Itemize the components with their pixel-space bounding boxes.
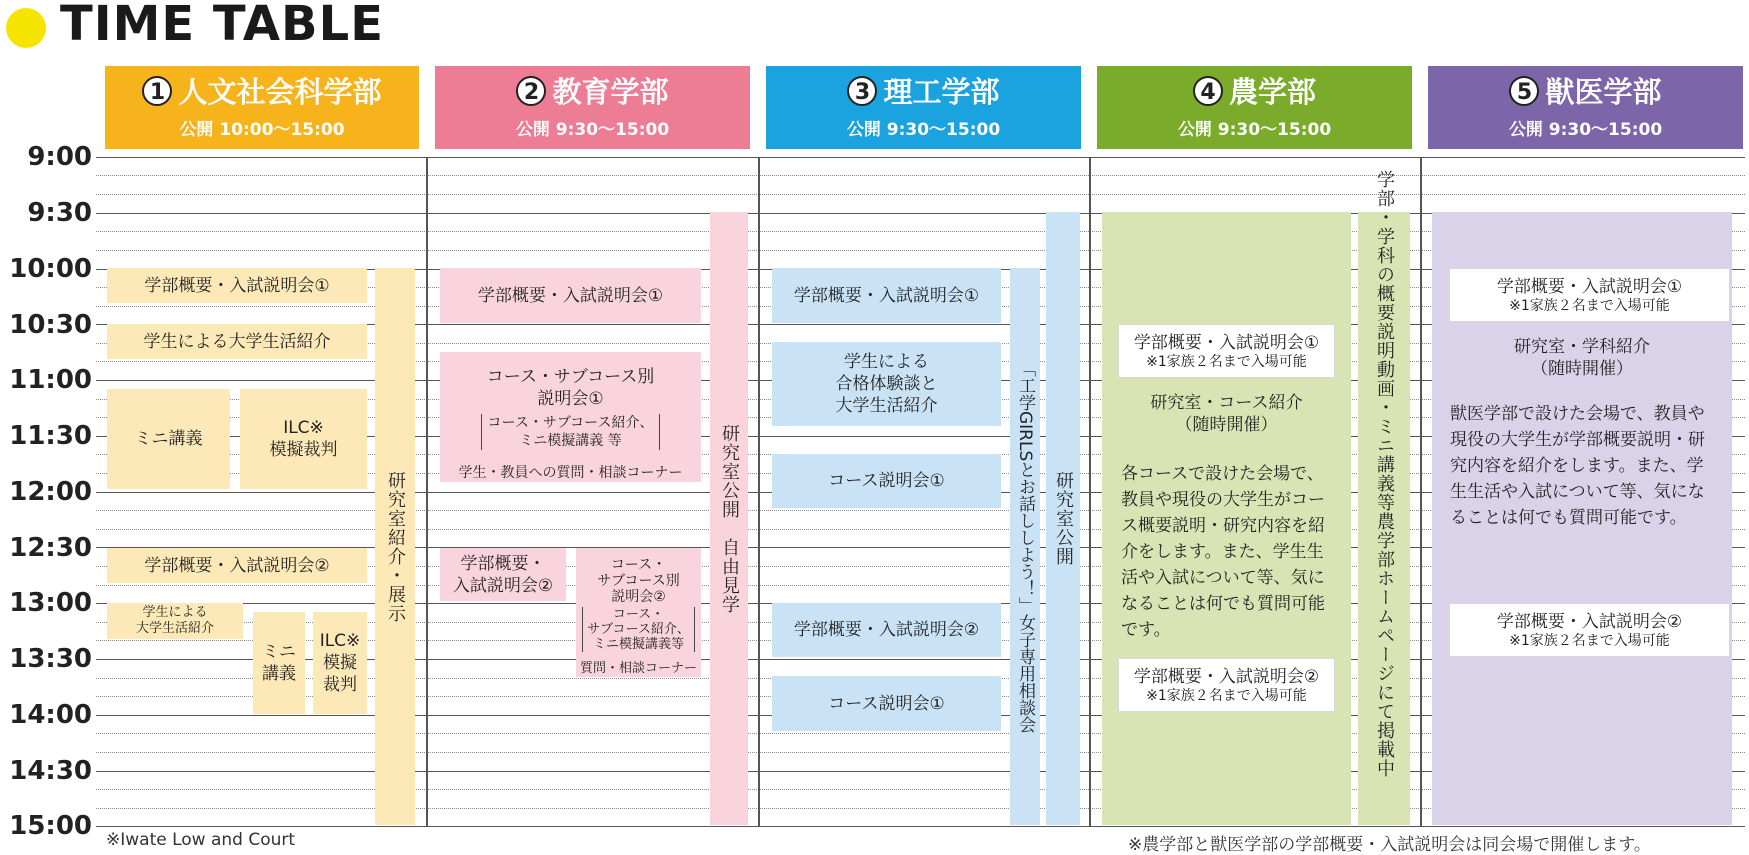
nou-overview-1 bbox=[1118, 324, 1335, 378]
riko-overview-1: 学部概要・入試説明会① bbox=[772, 268, 1001, 323]
jinbun-student-life-2: 学生による 大学生活紹介 bbox=[107, 603, 243, 639]
dept-name: 教育学部 bbox=[552, 75, 669, 109]
juui-overview-1-note: ※1家族２名まで入場可能 bbox=[1509, 298, 1670, 314]
dept-name: 人文社会科学部 bbox=[178, 75, 382, 109]
time-label: 14:30 bbox=[9, 756, 92, 786]
column-divider bbox=[1420, 157, 1422, 827]
kyoiku-qa-corner-2: 質問・相談コーナー bbox=[576, 660, 701, 677]
dept-number: 3 bbox=[847, 76, 877, 106]
nou-overview-2 bbox=[1118, 658, 1335, 712]
juui-overview-2 bbox=[1449, 603, 1730, 657]
jinbun-ilc-mock-trial: ILC※ 模擬裁判 bbox=[240, 389, 367, 489]
grid-line bbox=[96, 175, 1745, 176]
time-label: 9:00 bbox=[27, 142, 92, 172]
column-divider bbox=[758, 157, 760, 827]
dept-header-juui bbox=[1428, 66, 1743, 149]
dept-name: 獣医学部 bbox=[1545, 75, 1662, 109]
kyoiku-overview-2: 学部概要・ 入試説明会② bbox=[440, 548, 566, 601]
footnote-right: ※農学部と獣医学部の学部概要・入試説明会は同会場で開催します。 bbox=[1128, 835, 1651, 855]
juui-overview-2-title: 学部概要・入試説明会② bbox=[1496, 612, 1683, 632]
nou-overview-1-note: ※1家族２名まで入場可能 bbox=[1146, 354, 1307, 370]
kyoiku-course-session-1-title: コース・サブコース別 説明会① bbox=[486, 367, 655, 409]
jinbun-lab-exhibition: 研究室紹介・展示 bbox=[375, 268, 415, 825]
dept-number: 2 bbox=[516, 76, 546, 106]
dept-hours: 公開 9:30～15:00 bbox=[1508, 120, 1663, 140]
nou-video-online-line2: 農学部ホームページにて掲載中 bbox=[1374, 511, 1395, 778]
time-label: 15:00 bbox=[9, 811, 92, 841]
jinbun-ilc-mock-trial-2: ILC※ 模擬 裁判 bbox=[313, 612, 367, 714]
nou-lab-course-desc: 各コースで設けた会場で、教員や現役の大学生がコース概要説明・研究内容を紹介をします。また、学生生活や入試について等、気になることは何でも質問可能です。 bbox=[1121, 464, 1325, 640]
jinbun-overview-2: 学部概要・入試説明会② bbox=[107, 548, 367, 583]
time-label: 12:30 bbox=[9, 533, 92, 563]
column-divider bbox=[1089, 157, 1091, 827]
dept-number: 5 bbox=[1509, 76, 1539, 106]
nou-overview-2-title: 学部概要・入試説明会② bbox=[1133, 667, 1320, 687]
riko-course-session-1: コース説明会① bbox=[772, 454, 1001, 508]
nou-lab-course-title: 研究室・コース紹介 （随時開催） bbox=[1150, 393, 1303, 435]
jinbun-mini-lecture-2: ミニ 講義 bbox=[253, 612, 305, 714]
kyoiku-course-session-1 bbox=[440, 352, 701, 464]
grid-line bbox=[96, 194, 1745, 195]
dept-header-riko bbox=[766, 66, 1081, 149]
time-label: 9:30 bbox=[27, 198, 92, 228]
time-label: 13:00 bbox=[9, 588, 92, 618]
dept-name: 農学部 bbox=[1228, 75, 1316, 109]
dept-hours: 公開 9:30～15:00 bbox=[515, 120, 670, 140]
time-label: 13:30 bbox=[9, 644, 92, 674]
kyoiku-qa-corner: 学生・教員への質問・相談コーナー bbox=[440, 464, 701, 482]
kyoiku-overview-1: 学部概要・入試説明会① bbox=[440, 268, 701, 323]
riko-girls-consultation: 「工学GIRLSとお話ししよう！」女子専用相談会 bbox=[1010, 268, 1040, 825]
riko-student-experience: 学生による 合格体験談と 大学生活紹介 bbox=[772, 342, 1001, 426]
riko-course-session-2: コース説明会① bbox=[772, 676, 1001, 731]
title-dot bbox=[6, 8, 46, 48]
dept-number: 4 bbox=[1193, 76, 1223, 106]
footnote-left: ※Iwate Low and Court bbox=[106, 830, 296, 850]
dept-name: 理工学部 bbox=[883, 75, 1000, 109]
juui-overview-2-note: ※1家族２名まで入場可能 bbox=[1509, 633, 1670, 649]
dept-header-kyoiku bbox=[435, 66, 750, 149]
riko-overview-2: 学部概要・入試説明会② bbox=[772, 603, 1001, 657]
juui-lab-desc: 獣医学部で設けた会場で、教員や現役の大学生が学部概要説明・研究内容を紹介をします。また、学生生活や入試について等、気になることは何でも質問可能です。 bbox=[1450, 404, 1705, 528]
kyoiku-course-session-1-detail: コース・サブコース紹介、 ミニ模擬講義 等 bbox=[481, 414, 661, 450]
time-label: 12:00 bbox=[9, 477, 92, 507]
nou-overview-1-title: 学部概要・入試説明会① bbox=[1133, 333, 1320, 353]
juui-overview-1-title: 学部概要・入試説明会① bbox=[1496, 277, 1683, 297]
nou-overview-2-note: ※1家族２名まで入場可能 bbox=[1146, 688, 1307, 704]
time-label: 10:30 bbox=[9, 310, 92, 340]
dept-header-jinbun bbox=[105, 66, 419, 149]
jinbun-student-life: 学生による大学生活紹介 bbox=[107, 324, 367, 359]
jinbun-mini-lecture: ミニ講義 bbox=[107, 389, 230, 489]
riko-lab-open: 研究室公開 bbox=[1046, 212, 1080, 825]
page-title: TIME TABLE bbox=[60, 0, 384, 52]
grid-line bbox=[96, 157, 1745, 158]
kyoiku-lab-open: 研究室公開 自由見学 bbox=[710, 212, 748, 825]
grid-line bbox=[96, 826, 1745, 827]
dept-hours: 公開 9:30～15:00 bbox=[846, 120, 1001, 140]
time-label: 10:00 bbox=[9, 254, 92, 284]
jinbun-overview-1: 学部概要・入試説明会① bbox=[107, 268, 367, 303]
kyoiku-course-session-2-detail: コース・ サブコース紹介、 ミニ模擬講義等 bbox=[582, 607, 695, 652]
column-divider bbox=[426, 157, 428, 827]
dept-hours: 公開 10:00～15:00 bbox=[179, 120, 345, 140]
time-label: 14:00 bbox=[9, 700, 92, 730]
nou-video-online-line1: 学部・学科の概要説明動画・ミニ講義等 bbox=[1374, 169, 1395, 512]
kyoiku-course-session-2-title: コース・ サブコース別 説明会② bbox=[597, 556, 680, 605]
juui-overview-1 bbox=[1449, 268, 1730, 322]
juui-lab-title: 研究室・学科紹介 （随時開催） bbox=[1514, 337, 1650, 379]
dept-hours: 公開 9:30～15:00 bbox=[1177, 120, 1332, 140]
dept-header-nou bbox=[1097, 66, 1412, 149]
dept-number: 1 bbox=[142, 76, 172, 106]
time-label: 11:30 bbox=[9, 421, 92, 451]
time-label: 11:00 bbox=[9, 365, 92, 395]
nou-video-online bbox=[1358, 169, 1410, 825]
kyoiku-course-session-2 bbox=[576, 548, 701, 660]
